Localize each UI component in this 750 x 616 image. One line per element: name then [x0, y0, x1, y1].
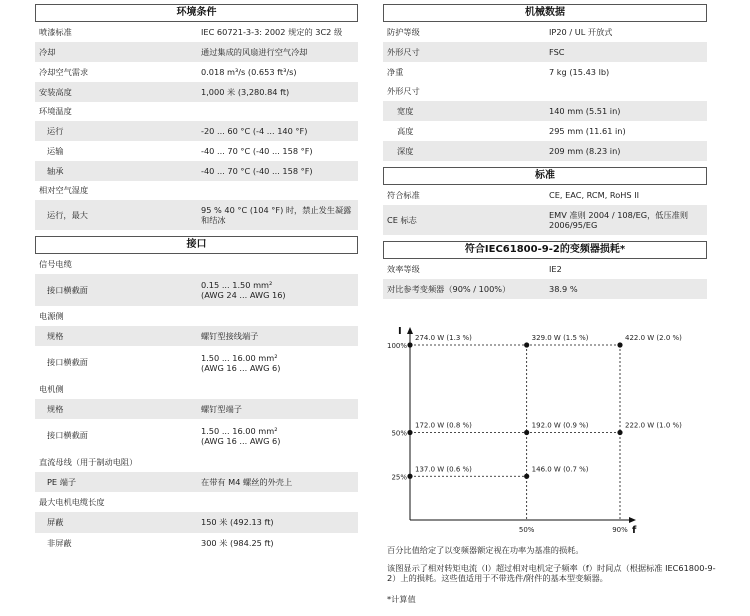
std-ce-value: EMV 准则 2004 / 108/EG，低压准则 2006/95/EG — [549, 210, 689, 230]
x-axis-arrow — [629, 517, 636, 523]
iface-signal-cs-label: 接口横截面 — [47, 284, 88, 295]
chart-points — [407, 342, 622, 478]
mech-depth-label: 深度 — [397, 145, 414, 156]
data-point — [617, 430, 622, 435]
env-temp-row — [35, 102, 358, 121]
data-point — [407, 474, 412, 479]
mech-section-header: 机械数据 — [383, 4, 707, 22]
mech-height-label: 高度 — [397, 125, 414, 136]
mech-frame-label: 外形尺寸 — [387, 46, 420, 57]
mech-protection-row — [383, 22, 707, 42]
std-ce-label: CE 标志 — [387, 214, 417, 225]
y-axis-title: I — [398, 326, 402, 337]
iface-pe-row — [35, 472, 358, 492]
std-ce-row — [383, 205, 707, 235]
iface-unshielded-label: 非屏蔽 — [47, 538, 72, 548]
env-transport-value: -40 ... 70 °C (-40 ... 158 °F) — [201, 146, 313, 156]
loss-ref-label: 对比参考变频器（90% / 100%） — [387, 283, 511, 294]
data-label: 222.0 W (1.0 %) — [625, 421, 682, 430]
iface-motor-spec-row — [35, 399, 358, 419]
note-calculated: *计算值 — [387, 594, 416, 604]
data-point — [617, 342, 622, 347]
env-transport-label: 运输 — [47, 145, 64, 156]
y-tick-label: 50% — [391, 429, 407, 438]
x-axis-title: f — [632, 525, 637, 536]
env-standard-label: 喷漆标准 — [39, 26, 72, 37]
mech-weight-value: 7 kg (15.43 lb) — [549, 67, 610, 77]
left-column — [35, 4, 358, 554]
iface-motor-cs-label: 接口横截面 — [47, 430, 88, 440]
mech-protection-value: IP20 / UL 开放式 — [549, 26, 613, 37]
iface-motor-spec-value: 螺钉型端子 — [201, 403, 242, 414]
env-cooling-value: 通过集成的风扇进行空气冷却 — [201, 46, 308, 57]
loss-ref-value: 38.9 % — [549, 284, 578, 294]
y-tick-label: 25% — [391, 473, 407, 482]
std-conformity-row — [383, 185, 707, 205]
iface-cable-row — [35, 492, 358, 512]
iface-cable-label: 最大电机电缆长度 — [39, 496, 105, 507]
data-point — [524, 430, 529, 435]
loss-section-header: 符合IEC61800-9-2的变频器损耗* — [383, 241, 707, 259]
iface-pe-value: 在带有 M4 螺丝的外壳上 — [201, 476, 293, 487]
mech-depth-row — [383, 141, 707, 161]
env-altitude-row — [35, 82, 358, 102]
data-point — [407, 430, 412, 435]
std-section-header: 标准 — [383, 167, 707, 185]
std-conformity-value: CE, EAC, RCM, RoHS II — [549, 190, 640, 200]
x-tick-label: 50% — [518, 526, 535, 534]
env-hum-max-value: 95 % 40 °C (104 °F) 时，禁止发生凝露和结冰 — [201, 205, 352, 225]
env-air-label: 冷却空气需求 — [39, 66, 89, 77]
y-axis-arrow — [407, 327, 413, 334]
iface-motor-label: 电机侧 — [39, 383, 64, 394]
env-standard-value: IEC 60721-3-3: 2002 规定的 3C2 级 — [201, 26, 343, 37]
chart-ticks — [387, 342, 628, 534]
iface-signal-row — [35, 254, 358, 274]
mech-weight-row — [383, 62, 707, 82]
env-cooling-label: 冷却 — [39, 46, 56, 57]
mech-dims-row — [383, 82, 707, 101]
iface-signal-cs-row — [35, 274, 358, 306]
std-conformity-label: 符合标准 — [387, 189, 420, 200]
env-storage-label: 轴承 — [47, 165, 64, 176]
env-temp-label: 环境温度 — [39, 106, 72, 116]
chart-labels — [415, 334, 682, 473]
y-tick-label: 100% — [386, 342, 407, 350]
data-point — [407, 342, 412, 347]
env-op-label: 运行 — [47, 125, 64, 136]
env-altitude-value: 1,000 米 (3,280.84 ft) — [201, 86, 290, 97]
note-percentage: 百分比值给定了以变频器额定视在功率为基准的损耗。 — [387, 545, 584, 555]
iface-signal-label: 信号电缆 — [39, 258, 72, 269]
loss-class-value: IE2 — [549, 264, 562, 274]
iface-power-label: 电源侧 — [39, 310, 64, 321]
data-label: 172.0 W (0.8 %) — [415, 421, 472, 430]
iface-shielded-label: 屏蔽 — [47, 517, 64, 527]
env-altitude-label: 安装高度 — [39, 86, 72, 97]
iface-dc-row — [35, 452, 358, 472]
chart-grid — [410, 345, 620, 520]
iface-power-cs-value: 1.50 ... 16.00 mm² (AWG 16 ... AWG 6) — [201, 352, 281, 373]
mech-depth-value: 209 mm (8.23 in) — [549, 146, 621, 156]
iface-power-row — [35, 306, 358, 326]
mech-weight-label: 净重 — [387, 66, 404, 77]
mech-width-value: 140 mm (5.51 in) — [549, 106, 621, 116]
iface-motor-spec-label: 规格 — [47, 403, 64, 414]
iface-pe-label: PE 端子 — [47, 476, 77, 487]
data-label: 192.0 W (0.9 %) — [531, 421, 589, 430]
loss-chart — [383, 318, 682, 538]
data-label: 329.0 W (1.5 %) — [531, 334, 589, 342]
env-hum-max-label: 运行，最大 — [47, 209, 88, 220]
data-label: 422.0 W (2.0 %) — [625, 334, 682, 342]
env-hum-max-row — [35, 200, 358, 230]
note-description: 该图显示了相对转矩电流（I）超过相对电机定子频率（f）时间点（根据标准 IEC61800-9-2）上的损耗。这些值适用于不带选件/附件的基本型变频器。 — [387, 563, 716, 583]
env-humidity-row — [35, 181, 358, 200]
iface-motor-cs-value: 1.50 ... 16.00 mm² (AWG 16 ... AWG 6) — [201, 425, 281, 446]
env-air-value: 0.018 m³/s (0.653 ft³/s) — [201, 67, 297, 77]
mech-frame-value: FSC — [549, 47, 565, 57]
loss-class-label: 效率等级 — [387, 263, 420, 274]
loss-class-row — [383, 259, 707, 279]
mech-dims-label: 外形尺寸 — [387, 86, 420, 96]
iface-signal-cs-value: 0.15 ... 1.50 mm² (AWG 24 ... AWG 16) — [201, 280, 286, 300]
iface-motor-row — [35, 379, 358, 399]
x-tick-label: 90% — [612, 526, 628, 534]
iface-dc-label: 直流母线（用于制动电阻） — [39, 456, 138, 467]
data-point — [524, 474, 529, 479]
mech-width-label: 宽度 — [397, 105, 414, 116]
iface-unshielded-value: 300 米 (984.25 ft) — [201, 538, 274, 548]
chart-axes — [398, 326, 637, 536]
env-op-row — [35, 121, 358, 141]
iface-power-spec-row — [35, 326, 358, 346]
mech-height-row — [383, 121, 707, 141]
iface-power-cs-label: 接口横截面 — [47, 357, 88, 367]
iface-section-header: 接口 — [35, 236, 358, 254]
iface-power-spec-value: 螺钉型接线端子 — [201, 330, 259, 341]
data-point — [524, 342, 529, 347]
mech-width-row — [383, 101, 707, 121]
right-column — [383, 4, 707, 299]
env-air-row — [35, 62, 358, 82]
env-transport-row — [35, 141, 358, 161]
env-storage-row — [35, 161, 358, 181]
iface-unshielded-row — [35, 533, 358, 554]
env-humidity-label: 相对空气湿度 — [39, 185, 89, 195]
iface-power-cs-row — [35, 346, 358, 379]
env-cooling-row — [35, 42, 358, 62]
mech-height-value: 295 mm (11.61 in) — [549, 126, 626, 136]
mech-protection-label: 防护等级 — [387, 26, 420, 37]
loss-ref-row — [383, 279, 707, 299]
env-standard-row — [35, 22, 358, 42]
env-section-header: 环境条件 — [35, 4, 358, 22]
env-op-value: -20 ... 60 °C (-4 ... 140 °F) — [201, 126, 308, 136]
data-label: 146.0 W (0.7 %) — [531, 465, 589, 474]
iface-shielded-value: 150 米 (492.13 ft) — [201, 517, 274, 527]
iface-power-spec-label: 规格 — [47, 330, 64, 341]
iface-motor-cs-row — [35, 419, 358, 452]
data-label: 137.0 W (0.6 %) — [415, 465, 472, 474]
data-label: 274.0 W (1.3 %) — [415, 334, 472, 342]
mech-frame-row — [383, 42, 707, 62]
env-storage-value: -40 ... 70 °C (-40 ... 158 °F) — [201, 166, 313, 176]
iface-shielded-row — [35, 512, 358, 533]
